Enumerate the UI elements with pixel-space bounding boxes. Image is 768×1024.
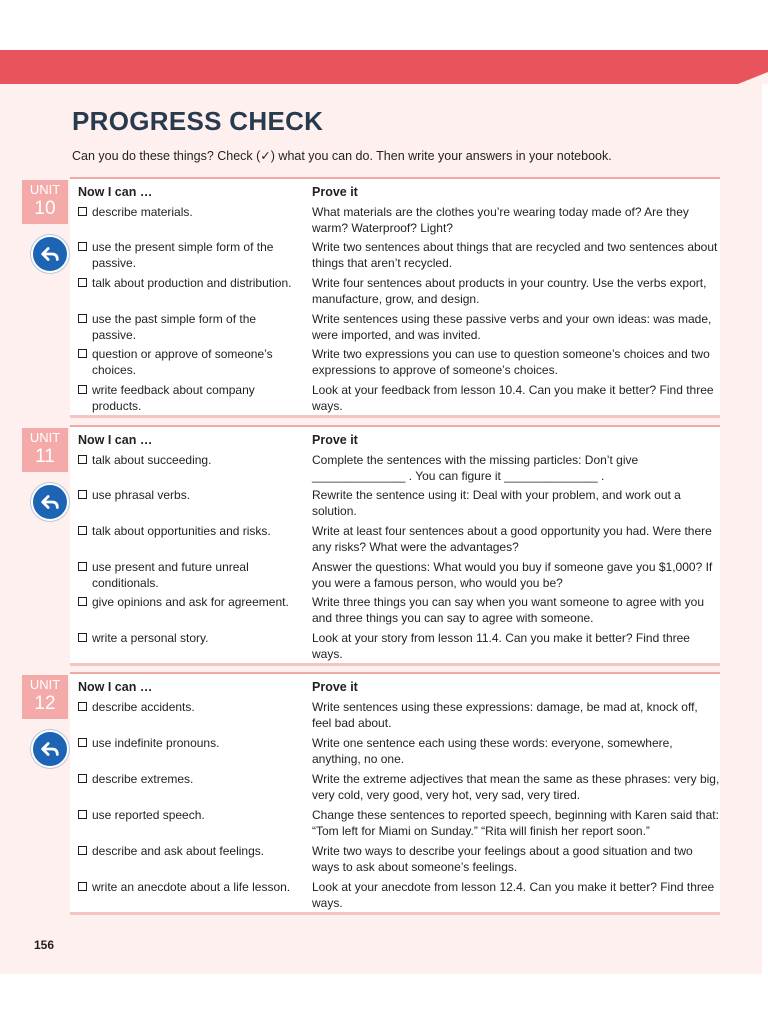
checkbox[interactable] (78, 882, 87, 891)
skill-text: talk about succeeding. (92, 453, 212, 467)
back-button-unit-10[interactable] (31, 235, 69, 273)
prove-text: Write two sentences about things that are recycled and two sentences about things that aren’t recycled. (312, 240, 718, 270)
unit-12-table (70, 672, 720, 915)
col-header-now-i-can: Now I can … (78, 433, 153, 447)
prove-text: Write one sentence each using these words: everyone, somewhere, anything, no one. (312, 736, 673, 766)
skill-text: talk about opportunities and risks. (92, 524, 271, 538)
prove-text: Write the extreme adjectives that mean the same as these phrases: very big, very cold, very good, very hot, very sad, very tired. (312, 772, 720, 802)
prove-text: Write sentences using these passive verbs and your own ideas: was made, were imported, and was invited. (312, 312, 712, 342)
prove-text: Write three things you can say when you want someone to agree with you and three things you can say to agree with someone. (312, 595, 704, 625)
unit-label: UNIT (29, 430, 61, 445)
checkbox[interactable] (78, 633, 87, 642)
skill-text: use reported speech. (92, 808, 205, 822)
prove-text: Rewrite the sentence using it: Deal with your problem, and work out a solution. (312, 488, 681, 518)
checkbox[interactable] (78, 810, 87, 819)
back-button-unit-11[interactable] (31, 483, 69, 521)
page-title: PROGRESS CHECK (72, 106, 324, 136)
skill-text: give opinions and ask for agreement. (92, 595, 289, 609)
prove-text: Write two ways to describe your feelings about a good situation and two ways to ask about someone’s feelings. (312, 844, 693, 874)
checkbox[interactable] (78, 490, 87, 499)
checkbox[interactable] (78, 242, 87, 251)
page-number: 156 (34, 938, 55, 952)
prove-text: Write sentences using these expressions: damage, be mad at, knock off, feel bad about. (312, 700, 698, 730)
prove-text: Write four sentences about products in your country. Use the verbs export, manufacture, grow, and design. (312, 276, 707, 306)
col-header-now-i-can: Now I can … (78, 185, 153, 199)
checkbox[interactable] (78, 207, 87, 216)
back-arrow-icon (39, 738, 61, 760)
instructions: Can you do these things? Check (✓) what you can do. Then write your answers in your notebook. (72, 149, 612, 163)
unit-tab-10 (22, 180, 68, 224)
skill-text: use the present simple form of the passive. (92, 240, 274, 270)
back-button-unit-12[interactable] (31, 730, 69, 768)
skill-text: describe extremes. (92, 772, 194, 786)
unit-label: UNIT (29, 677, 61, 692)
skill-text: use the past simple form of the passive. (92, 312, 257, 342)
page-edge (762, 84, 768, 974)
checkbox[interactable] (78, 278, 87, 287)
skill-text: question or approve of someone’s choices. (92, 347, 273, 377)
checkbox[interactable] (78, 314, 87, 323)
checkbox[interactable] (78, 738, 87, 747)
col-header-prove-it: Prove it (312, 185, 358, 199)
page (0, 50, 768, 974)
unit-number: 12 (34, 693, 56, 714)
checkbox[interactable] (78, 774, 87, 783)
unit-number: 11 (35, 446, 55, 467)
back-arrow-icon (39, 243, 61, 265)
prove-text: Look at your feedback from lesson 10.4. Can you make it better? Find three ways. (312, 383, 714, 413)
checkbox[interactable] (78, 702, 87, 711)
prove-text: Look at your anecdote from lesson 12.4. Can you make it better? Find three ways. (312, 880, 715, 910)
checkbox[interactable] (78, 846, 87, 855)
checkbox[interactable] (78, 597, 87, 606)
unit-10-table (70, 177, 720, 418)
skill-text: write feedback about company products. (92, 383, 255, 413)
prove-text: What materials are the clothes you’re wearing today made of? Are they warm? Waterproof? Light? (312, 205, 689, 235)
checkbox[interactable] (78, 526, 87, 535)
unit-tab-12 (22, 675, 68, 719)
skill-text: describe and ask about feelings. (92, 844, 265, 858)
skill-text: describe accidents. (92, 700, 195, 714)
skill-text: write a personal story. (92, 631, 209, 645)
prove-text: Write at least four sentences about a good opportunity you had. Were there any risks? What were the advantages? (312, 524, 712, 554)
skill-text: use indefinite pronouns. (92, 736, 220, 750)
unit-tab-11 (22, 428, 68, 472)
skill-text: use phrasal verbs. (92, 488, 191, 502)
unit-11-table (70, 425, 720, 666)
unit-label: UNIT (29, 182, 61, 197)
corner-notch (738, 72, 768, 84)
prove-text: Look at your story from lesson 11.4. Can you make it better? Find three ways. (312, 631, 690, 661)
skill-text: use present and future unreal conditionals. (92, 560, 249, 590)
skill-text: describe materials. (92, 205, 193, 219)
prove-text: Write two expressions you can use to question someone’s choices and two expressions to approve of someone’s choices. (312, 347, 710, 377)
unit-number: 10 (34, 198, 56, 219)
col-header-prove-it: Prove it (312, 433, 358, 447)
top-color-band (0, 50, 768, 84)
col-header-prove-it: Prove it (312, 680, 358, 694)
back-arrow-icon (39, 491, 61, 513)
checkbox[interactable] (78, 385, 87, 394)
skill-text: write an anecdote about a life lesson. (92, 880, 291, 894)
checkbox[interactable] (78, 349, 87, 358)
prove-text: Complete the sentences with the missing particles: Don’t give ______________ . You can figure it ______________ . (312, 453, 639, 483)
checkbox[interactable] (78, 562, 87, 571)
skill-text: talk about production and distribution. (92, 276, 292, 290)
prove-text: Answer the questions: What would you buy if someone gave you $1,000? If you were a famous person, who would you be? (312, 560, 713, 590)
col-header-now-i-can: Now I can … (78, 680, 153, 694)
checkbox[interactable] (78, 455, 87, 464)
prove-text: Change these sentences to reported speech, beginning with Karen said that: “Tom left for Miami on Sunday.” “Rita will finish her report soon.” (312, 808, 719, 838)
